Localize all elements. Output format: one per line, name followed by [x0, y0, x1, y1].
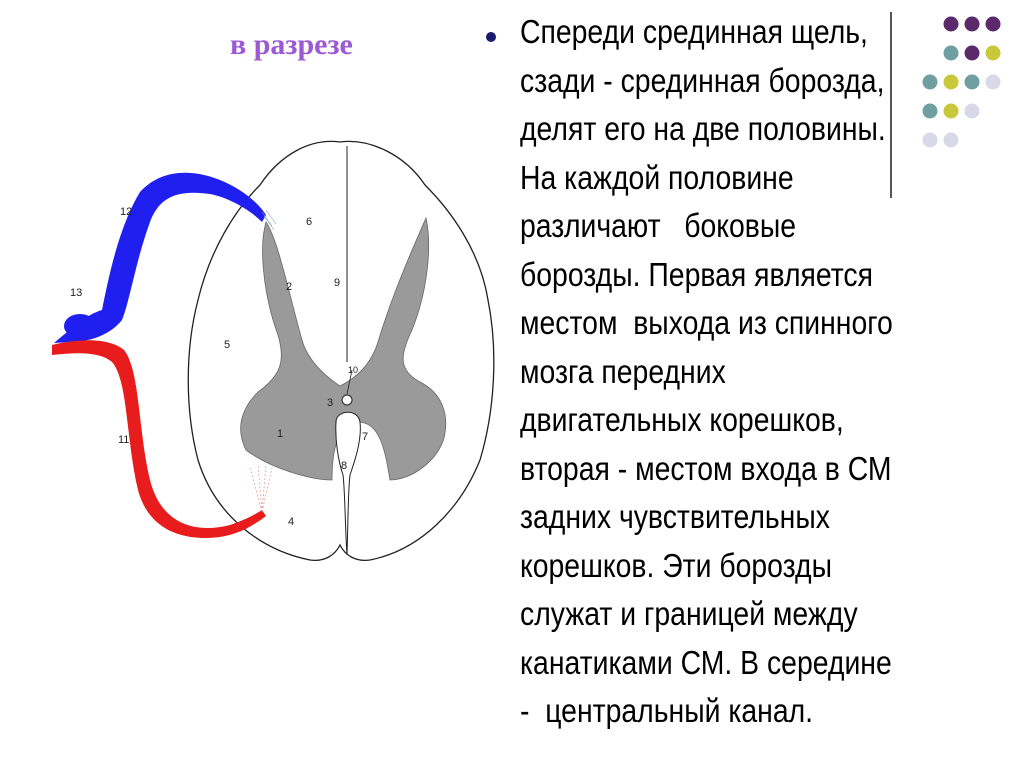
body-line: сзади - срединная борозда, — [520, 61, 885, 99]
body-line: канатиками СМ. В середине — [520, 643, 892, 681]
body-line: различают боковые — [520, 207, 797, 244]
body-line: служат и границей между — [520, 595, 858, 632]
body-line: двигательных корешков, — [520, 401, 844, 438]
body-line: местом выхода из спинного — [520, 304, 893, 341]
decorative-divider — [890, 12, 892, 198]
label-4: 4 — [288, 516, 295, 528]
decorative-dot — [986, 46, 1001, 61]
body-line: борозды. Первая является — [520, 255, 873, 293]
label-11: 11 — [118, 434, 130, 446]
decorative-dot — [923, 104, 938, 119]
label-6: 6 — [306, 216, 313, 228]
label-3: 3 — [327, 397, 334, 409]
body-line: мозга передних — [520, 352, 726, 390]
decorative-dot — [944, 104, 959, 119]
decorative-dot — [965, 75, 980, 90]
body-line: вторая - местом входа в СМ — [520, 449, 892, 487]
label-13: 13 — [70, 287, 83, 299]
decorative-dot — [986, 75, 1001, 90]
spinal-ganglion — [64, 314, 96, 338]
cord-outline — [188, 141, 494, 560]
body-line: На каждой половине — [520, 158, 794, 196]
label-12: 12 — [120, 206, 133, 218]
body-line: Спереди срединная щель, — [520, 13, 868, 50]
body-line: корешков. Эти борозды — [520, 546, 832, 584]
body-line: - центральный канал. — [520, 692, 814, 729]
decorative-dot — [944, 133, 959, 148]
label-8: 8 — [341, 460, 348, 472]
label-5: 5 — [224, 339, 231, 351]
label-2: 2 — [286, 281, 293, 293]
decorative-dot — [944, 75, 959, 90]
decorative-dot — [965, 17, 980, 32]
decorative-dot — [965, 46, 980, 61]
slide-subtitle: в разрезе — [230, 28, 353, 61]
central-canal — [342, 395, 352, 405]
body-line: задних чувствительных — [520, 498, 830, 535]
label-9: 9 — [334, 277, 341, 289]
body-line: делят его на две половины. — [520, 110, 886, 147]
label-7: 7 — [362, 431, 369, 443]
decorative-dot — [986, 17, 1001, 32]
decorative-dot — [944, 46, 959, 61]
label-10: 10 — [348, 365, 359, 375]
decorative-dot-grid — [890, 10, 1024, 170]
label-1: 1 — [277, 428, 284, 440]
decorative-dot — [965, 104, 980, 119]
spinal-cord-diagram — [40, 130, 510, 580]
decorative-dot — [944, 17, 959, 32]
decorative-dot — [923, 75, 938, 90]
decorative-dot — [923, 133, 938, 148]
bullet-icon — [486, 32, 496, 42]
